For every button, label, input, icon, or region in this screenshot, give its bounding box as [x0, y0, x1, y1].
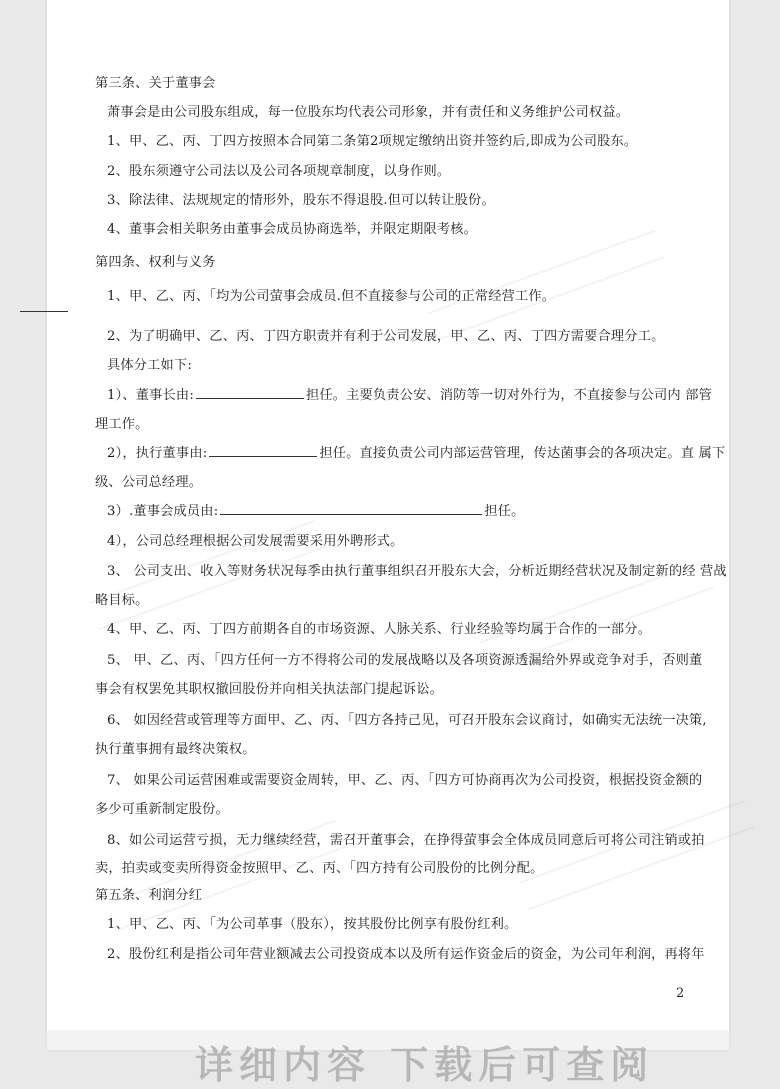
text-line: 6、 如因经营或管理等方面甲、乙、丙、「四方各持己见，可召开股东会议商讨，如确实无法统一决策, [107, 713, 707, 728]
text-line: 3、除法律、法规规定的情形外，股东不得退股.但可以转让股份。 [107, 193, 495, 208]
text-line: 5、 甲、乙、丙、「四方任何一方不得将公司的发展战略以及各项资源透漏给外界或竞争对手，否则董 [107, 653, 703, 668]
text-line: 事会有权罢免其职权撤回股份并向相关执法部门提起诉讼。 [95, 682, 444, 697]
text-line: 2、股东须遵守公司法以及公司各项规章制度，以身作则。 [107, 164, 451, 179]
line-prefix: 1）、董事长由: [107, 388, 194, 403]
text-line: 1、甲、乙、丙、「为公司革事（股东），按其股份比例享有股份红利。 [107, 917, 518, 932]
fill-in-blank[interactable] [220, 502, 482, 515]
text-line: 卖，拍卖或变卖所得资金按照甲、乙、丙、「四方持有公司股份的比例分配。 [95, 861, 544, 876]
text-line: 2、股份红利是指公司年营业额减去公司投资成本以及所有运作资金后的资金，为公司年利润，再将年 [107, 947, 705, 962]
text-line: 具体分工如下: [107, 358, 192, 373]
text-line: 2、为了明确甲、乙、丙、丁四方职责并有利于公司发展，甲、乙、丙、丁四方需要合理分工。 [107, 329, 665, 344]
text-line: 级、公司总经理。 [95, 475, 203, 490]
text-line: 萧事会是由公司股东组成，每一位股东均代表公司形象，并有责任和义务维护公司权益。 [107, 105, 630, 120]
text-line: 1、甲、乙、丙、丁四方按照本合同第二条第2项规定缴纳出资并签约后,即成为公司股东。 [107, 134, 638, 149]
text-line: 多少可重新制定股份。 [95, 802, 229, 817]
text-line: 3、 公司支出、收入等财务状况每季由执行董事组织召开股东大会，分析近期经营状况及制定新的经 营战 [107, 564, 727, 579]
fill-in-blank[interactable] [209, 444, 317, 457]
text-line: 4），公司总经理根据公司发展需要采用外聘形式。 [107, 534, 404, 549]
page-number: 2 [676, 986, 685, 1001]
line-prefix: 3）.董事会成员由: [107, 504, 219, 519]
text-line: 第四条、权利与义务 [95, 255, 216, 270]
fill-in-blank[interactable] [196, 386, 304, 399]
text-line [107, 500, 525, 519]
document-page [47, 0, 729, 1050]
text-line: 8、如公司运营亏损，无力继续经营，需召开董事会，在挣得萤事会全体成员同意后可将公司注销或拍 [107, 833, 705, 848]
text-line: 执行董事拥有最终决策权。 [95, 742, 256, 757]
text-line [107, 442, 725, 461]
text-line: 第五条、利润分红 [95, 888, 203, 903]
text-line: 略目标。 [95, 593, 149, 608]
line-suffix: 担任。直接负责公司内部运营管理，传达菌事会的各项决定。直 属下 [319, 446, 726, 461]
text-line: 7、 如果公司运营困难或需要资金周转，甲、乙、丙、「四方可协商再次为公司投资，根据投资金额的 [107, 773, 703, 788]
line-suffix: 担任。 [484, 504, 525, 519]
text-line: 第三条、关于董事会 [95, 76, 216, 91]
line-prefix: 2），执行董事由: [107, 446, 208, 461]
text-line: 4、董事会相关职务由董事会成员协商选举，并限定期限考核。 [107, 222, 478, 237]
line-suffix: 担任。主要负责公安、消防等一切对外行为，不直接参与公司内 部管 [305, 388, 712, 403]
text-line: 理工作。 [95, 417, 149, 432]
text-line: 4、甲、乙、丙、丁四方前期各自的市场资源、人脉关系、行业经验等均属于合作的一部分。 [107, 622, 652, 637]
margin-mark [20, 311, 68, 312]
download-to-read-banner[interactable]: 详细内容 下载后可查阅 [195, 1043, 655, 1087]
text-line [107, 384, 712, 403]
text-line: 1、甲、乙、丙、「均为公司萤事会成员.但不直接参与公司的正常经营工作。 [107, 289, 556, 304]
